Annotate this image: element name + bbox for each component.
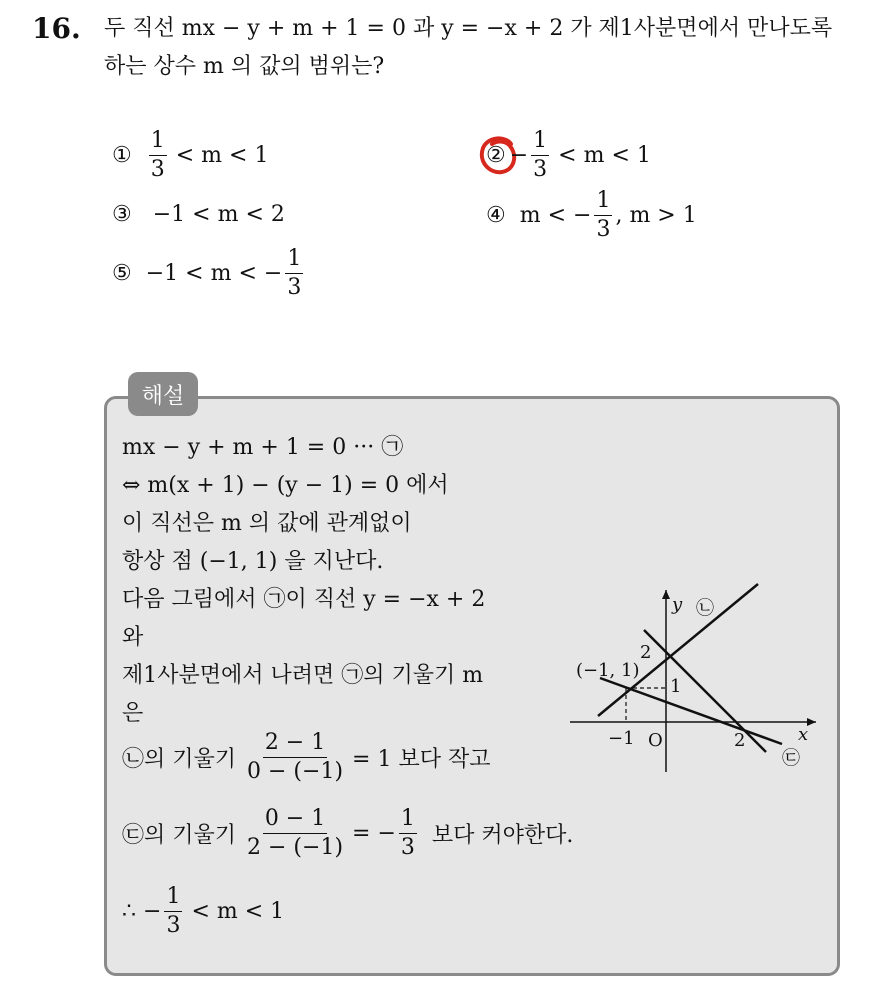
solution-line-8: 은 (122, 701, 144, 726)
solution-text: < m < 1 (191, 899, 285, 924)
fraction: $\frac{0 - 1}{2 - (-1)}$ (247, 806, 344, 860)
x-axis-label: x (798, 724, 809, 745)
option-5[interactable] (112, 248, 306, 299)
option-text: < m < 1 (558, 143, 651, 168)
fraction: $\frac{1}{3}$ (287, 246, 302, 300)
solution-line-10 (122, 808, 573, 859)
solution-text: ㉢의 기울기 (122, 823, 237, 848)
fraction: $\frac{2 - 1}{0 - (-1)}$ (247, 730, 344, 784)
option-text: −1 < m < − (145, 261, 283, 286)
solution-line-11 (122, 886, 284, 937)
question-line-2: 하는 상수 m 의 값의 범위는? (104, 54, 385, 79)
option-text: , m > 1 (615, 203, 697, 228)
option-text: − (509, 143, 529, 168)
solution-text: 보다 커야한다. (431, 823, 574, 848)
line-c-label: ㉢ (782, 748, 800, 769)
y-axis-arrow-icon (662, 590, 670, 599)
fraction: $\frac{1}{3}$ (150, 128, 165, 182)
solution-line-3: 이 직선은 m 의 값에 관계없이 (122, 511, 412, 536)
option-marker: ② (486, 143, 506, 168)
point-label: (−1, 1) (576, 660, 640, 681)
fraction: $\frac{1}{3}$ (596, 188, 611, 242)
solution-line-4: 항상 점 (−1, 1) 을 지난다. (122, 549, 384, 574)
option-4[interactable] (486, 190, 697, 241)
option-text: −1 < m < 2 (152, 202, 285, 227)
option-text: < m < 1 (175, 143, 269, 168)
tick-label-y1: 1 (670, 676, 682, 697)
option-1[interactable] (112, 130, 268, 181)
origin-label: O (648, 730, 663, 751)
solution-line-9 (122, 732, 490, 783)
tick-label-x2: 2 (734, 730, 746, 751)
solution-text: = 1 보다 작고 (352, 747, 491, 772)
solution-text: ㉡의 기울기 (122, 747, 237, 772)
coordinate-graph (560, 582, 820, 778)
solution-line-6: 와 (122, 625, 144, 650)
tick-label-y2: 2 (640, 642, 652, 663)
solution-text: ∴ − (122, 899, 162, 924)
x-axis-arrow-icon (807, 718, 816, 726)
option-marker: ③ (112, 202, 132, 227)
solution-line-5: 다음 그림에서 ㉠이 직선 y = −x + 2 (122, 587, 486, 612)
option-2[interactable] (486, 130, 651, 181)
option-text: m < − (519, 203, 592, 228)
fraction: $\frac{1}{3}$ (533, 128, 548, 182)
fraction: $\frac{1}{3}$ (400, 806, 415, 860)
fraction: $\frac{1}{3}$ (166, 884, 181, 938)
solution-line-2: ⇔ m(x + 1) − (y − 1) = 0 에서 (122, 473, 449, 498)
tick-label-neg1: −1 (608, 728, 635, 749)
question-line-1: 두 직선 mx − y + m + 1 = 0 과 y = −x + 2 가 제1사분면에서 만나도록 (104, 16, 833, 41)
solution-tag: 해설 (128, 372, 198, 416)
line-b-label: ㉡ (696, 598, 714, 619)
y-axis-label: y (672, 594, 683, 615)
option-3[interactable] (112, 202, 285, 227)
question-number: 16. (32, 12, 81, 45)
option-marker: ④ (486, 203, 506, 228)
option-marker: ⑤ (112, 261, 132, 286)
solution-line-1: mx − y + m + 1 = 0 ··· ㉠ (122, 435, 404, 460)
solution-line-7: 제1사분면에서 나려면 ㉠의 기울기 m (122, 663, 484, 688)
solution-text: = − (352, 821, 396, 846)
option-marker: ① (112, 143, 132, 168)
